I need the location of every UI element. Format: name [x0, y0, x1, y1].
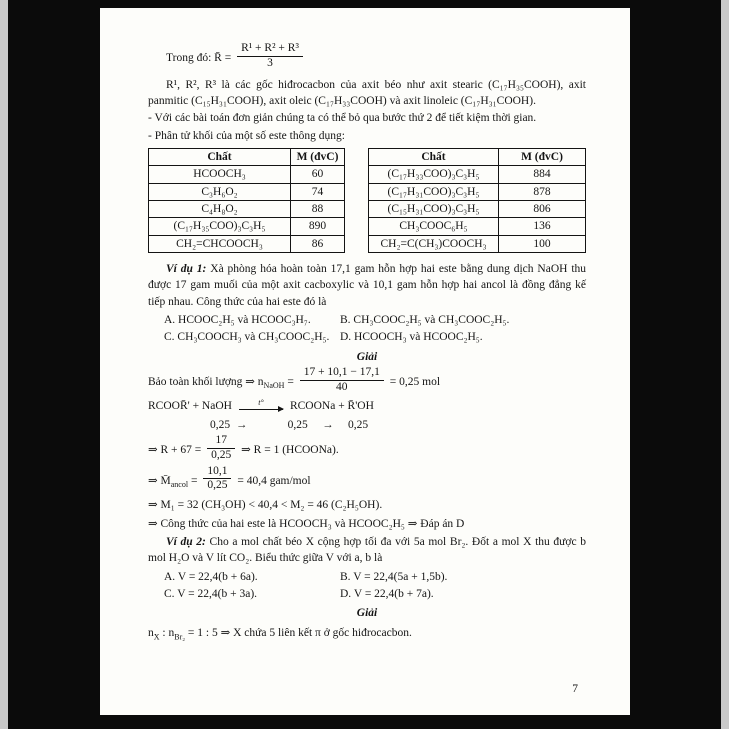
numerator: 17: [207, 434, 235, 449]
note-common-esters: - Phân tử khối của một số este thông dụng:: [148, 129, 345, 142]
m-post: = 40,4 gam/mol: [234, 474, 311, 487]
solution-2-heading: Giải: [356, 607, 378, 620]
table-row: [369, 183, 586, 200]
denominator: 0,25: [207, 479, 228, 492]
denominator: 3: [267, 56, 273, 69]
option-d: D. V = 22,4(b + 7a).: [340, 587, 434, 600]
mass-balance-pre: Bảo toàn khối lượng ⇒ n: [148, 375, 264, 388]
br2-subscript: Br₂: [174, 631, 186, 641]
mass-cell: 60: [291, 166, 345, 183]
mean-r-formula: [166, 44, 586, 73]
r-value-line: [148, 436, 586, 465]
solution-1-heading: Giải: [356, 350, 378, 363]
mole-ratio-line: [148, 625, 586, 643]
denominator: 0,25: [211, 448, 232, 461]
option-a: A. HCOOC₂H₅ và HCOOC₃H₇.: [164, 313, 311, 326]
n-symbol: n: [148, 626, 154, 639]
substance-cell: HCOOCH₃: [149, 166, 291, 183]
column-header-substance: Chất: [369, 148, 499, 165]
example-2-text: Cho a mol chất béo X cộng hợp tối đa với 5a mol Br₂. Đốt a mol X thu được b mol H₂O và V lít CO₂. Biểu thức giữa V với a, b là: [148, 535, 589, 565]
r-post: ⇒ R = 1 (HCOONa).: [238, 444, 339, 457]
mass-cell: 890: [291, 218, 345, 235]
fraction: [203, 465, 231, 494]
substance-cell: C₃H₆O₂: [149, 183, 291, 200]
table-row: [149, 218, 345, 235]
arrow-shaft: [239, 409, 283, 410]
m-pre: ⇒ M̄: [148, 474, 171, 487]
denominator: 40: [336, 380, 348, 393]
table-header-row: [369, 148, 586, 165]
numerator: R¹ + R² + R³: [237, 42, 303, 57]
page-content: [100, 8, 630, 642]
fatty-acid-paragraph: R¹, R², R³ là các gốc hiđrocacbon của axit béo như axit stearic (C₁₇H₃₅COOH), axit panmitic (C₁₅H₃₁COOH), axit oleic (C₁₇H₃₃COOH) và axit linoleic (C₁₇H₃₁COOH).: [148, 78, 586, 107]
ancol-subscript: ancol: [170, 479, 189, 489]
equals: =: [284, 375, 297, 388]
table-row: [149, 166, 345, 183]
example-1-label: Ví dụ 1:: [166, 262, 207, 275]
column-header-substance: Chất: [149, 148, 291, 165]
ester-mass-table-right: [368, 148, 586, 253]
document-page: [100, 8, 630, 715]
option-b: B. CH₃COOC₂H₅ và CH₃COOC₂H₅.: [340, 313, 510, 326]
numerator: 10,1: [203, 465, 231, 480]
alcohol-identification-line: ⇒ M₁ = 32 (CH₃OH) < 40,4 < M₂ = 46 (C₂H₅OH).: [148, 499, 383, 512]
mass-cell: 878: [499, 183, 586, 200]
substance-cell: (C₁₅H₃₁COO)₃C₃H₅: [369, 200, 499, 217]
option-c: C. V = 22,4(b + 3a).: [164, 587, 258, 600]
r-pre: ⇒ R + 67 =: [148, 444, 205, 457]
table-row: [149, 183, 345, 200]
fraction: [207, 434, 235, 463]
table-row: [369, 235, 586, 252]
ratio-mid: : n: [159, 626, 175, 639]
note-skip-step: - Với các bài toán đơn giản chúng ta có thể bỏ qua bước thứ 2 để tiết kiệm thời gian.: [148, 112, 537, 125]
ester-mass-tables: [148, 148, 586, 253]
mass-cell: 884: [499, 166, 586, 183]
equals: =: [188, 474, 201, 487]
mass-cell: 86: [291, 235, 345, 252]
naoh-subscript: NaOH: [263, 381, 285, 391]
page-number: 7: [572, 683, 578, 695]
numerator: 17 + 10,1 − 17,1: [300, 366, 384, 381]
reaction-right: RCOONa + R̄'OH: [289, 400, 374, 413]
mass-cell: 100: [499, 235, 586, 252]
reaction-arrow-icon: [239, 398, 283, 410]
mass-cell: 806: [499, 200, 586, 217]
mass-balance-result: = 0,25 mol: [386, 375, 441, 388]
table-row: [369, 166, 586, 183]
fraction: [237, 42, 303, 71]
formula-lead: Trong đó: R̄ =: [166, 51, 235, 64]
column-header-mass: M (đvC): [499, 148, 586, 165]
substance-cell: CH₂=CHCOOCH₃: [149, 235, 291, 252]
example-2-label: Ví dụ 2:: [166, 535, 206, 548]
substance-cell: C₄H₈O₂: [149, 200, 291, 217]
arrow-condition-label: t°: [258, 397, 264, 407]
table-row: [149, 235, 345, 252]
mass-cell: 88: [291, 200, 345, 217]
mean-alcohol-mass-line: [148, 464, 586, 496]
example-1-text: Xà phòng hóa hoàn toàn 17,1 gam hỗn hợp hai este bằng dung dịch NaOH thu được 17 gam muối của một axit cacboxylic và 10,1 gam hỗn hợp hai ancol là đồng đẳng kế tiếp nhau. Công thức của hai este đó là: [148, 262, 589, 308]
mass-balance-line: [148, 365, 586, 397]
mass-cell: 74: [291, 183, 345, 200]
table-row: [149, 200, 345, 217]
mole-amounts: 0,25 → 0,25 → 0,25: [210, 418, 369, 431]
option-a: A. V = 22,4(b + 6a).: [164, 570, 258, 583]
x-subscript: X: [153, 631, 160, 641]
column-header-mass: M (đvC): [291, 148, 345, 165]
table-row: [369, 200, 586, 217]
substance-cell: (C₁₇H₃₅COO)₃C₃H₅: [149, 218, 291, 235]
option-b: B. V = 22,4(5a + 1,5b).: [340, 570, 448, 583]
conclusion-line: ⇒ Công thức của hai este là HCOOCH₃ và HCOOC₂H₅ ⇒ Đáp án D: [148, 517, 465, 530]
reaction-equation: [148, 398, 586, 414]
substance-cell: (C₁₇H₃₁COO)₃C₃H₅: [369, 183, 499, 200]
example-2-options: [148, 569, 586, 603]
substance-cell: CH₂=C(CH₃)COOCH₃: [369, 235, 499, 252]
substance-cell: CH₃COOC₆H₅: [369, 218, 499, 235]
fraction: [300, 366, 384, 395]
example-1-options: [148, 312, 586, 346]
mass-cell: 136: [499, 218, 586, 235]
ester-mass-table-left: [148, 148, 345, 253]
table-row: [369, 218, 586, 235]
substance-cell: (C₁₇H₃₃COO)₃C₃H₅: [369, 166, 499, 183]
option-c: C. CH₃COOCH₃ và CH₃COOC₂H₅.: [164, 331, 330, 344]
option-d: D. HCOOCH₃ và HCOOC₂H₅.: [340, 331, 483, 344]
example-2-statement: [148, 534, 589, 567]
example-1-statement: [148, 261, 589, 310]
reaction-left: RCOOR̄' + NaOH: [148, 400, 232, 413]
ratio-conclusion: = 1 : 5 ⇒ X chứa 5 liên kết π ở gốc hiđrocacbon.: [185, 626, 412, 639]
table-header-row: [149, 148, 345, 165]
